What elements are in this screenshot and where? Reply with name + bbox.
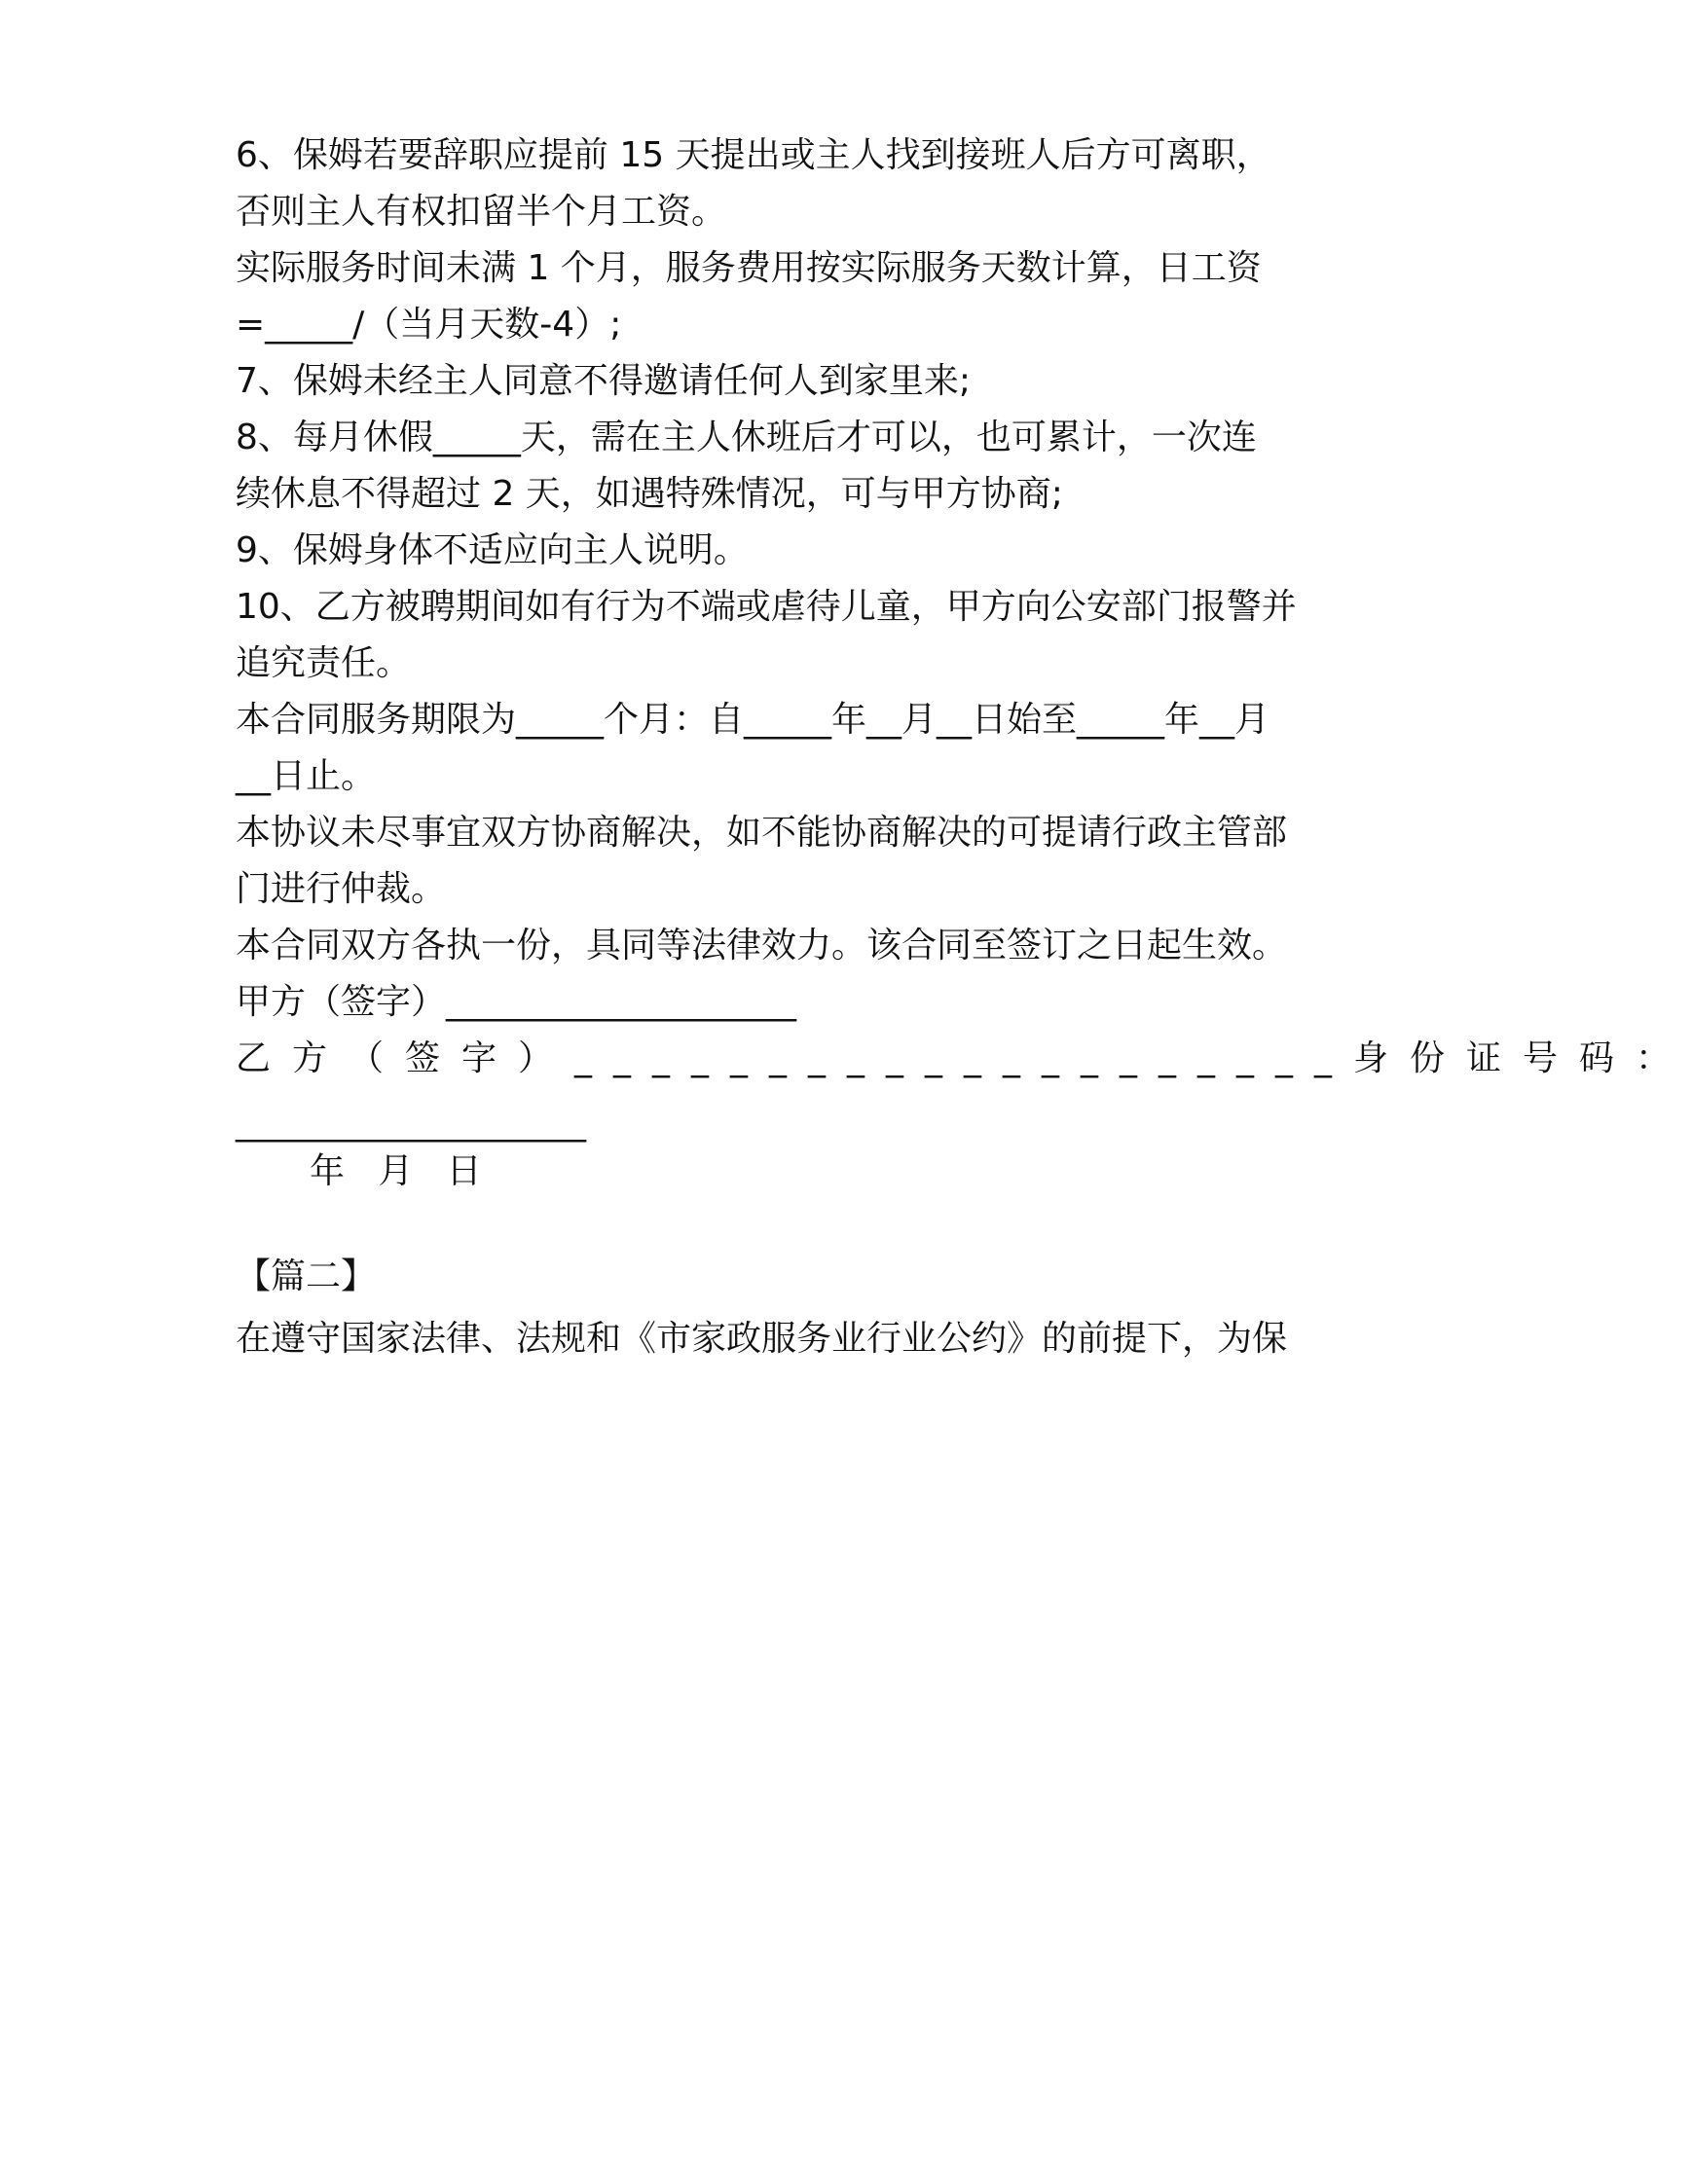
dispute-line-1: 本协议未尽事宜双方协商解决，如不能协商解决的可提请行政主管部 bbox=[236, 813, 1288, 853]
clause-8-line-1: 8、每月休假_____天，需在主人休班后才可以，也可累计，一次连 bbox=[236, 418, 1257, 457]
section-2-intro-line: 在遵守国家法律、法规和《市家政服务业行业公约》的前提下，为保 bbox=[236, 1319, 1288, 1359]
clause-10-line-1: 10、乙方被聘期间如有行为不端或虐待儿童，甲方向公安部门报警并 bbox=[236, 587, 1297, 627]
id-number-blank-line: ____________________ bbox=[236, 1103, 586, 1143]
wage-note-line-2: =_____/（当月天数-4）; bbox=[236, 305, 622, 345]
clause-9: 9、保姆身体不适应向主人说明。 bbox=[236, 530, 749, 570]
date-line: 年 月 日 bbox=[310, 1151, 482, 1191]
clause-6-line-2: 否则主人有权扣留半个月工资。 bbox=[236, 192, 727, 232]
wage-note-line-1: 实际服务时间未满 1 个月，服务费用按实际服务天数计算，日工资 bbox=[236, 248, 1262, 288]
validity-line: 本合同双方各执一份，具同等法律效力。该合同至签订之日起生效。 bbox=[236, 926, 1288, 965]
clause-7: 7、保姆未经主人同意不得邀请任何人到家里来; bbox=[236, 361, 972, 401]
party-a-signature-line: 甲方（签字）____________________ bbox=[236, 982, 797, 1022]
party-b-signature-line: 乙方（签字）____________________身份证号码： bbox=[236, 1038, 1692, 1078]
term-line-1: 本合同服务期限为_____个月：自_____年__月__日始至_____年__月 bbox=[236, 700, 1270, 740]
dispute-line-2: 门进行仲裁。 bbox=[236, 869, 447, 909]
clause-6-line-1: 6、保姆若要辞职应提前 15 天提出或主人找到接班人后方可离职， bbox=[236, 135, 1271, 175]
term-line-2: __日止。 bbox=[236, 756, 377, 796]
clause-8-line-2: 续休息不得超过 2 天，如遇特殊情况，可与甲方协商; bbox=[236, 474, 1063, 514]
section-heading: 【篇二】 bbox=[236, 1256, 377, 1296]
clause-10-line-2: 追究责任。 bbox=[236, 643, 412, 683]
